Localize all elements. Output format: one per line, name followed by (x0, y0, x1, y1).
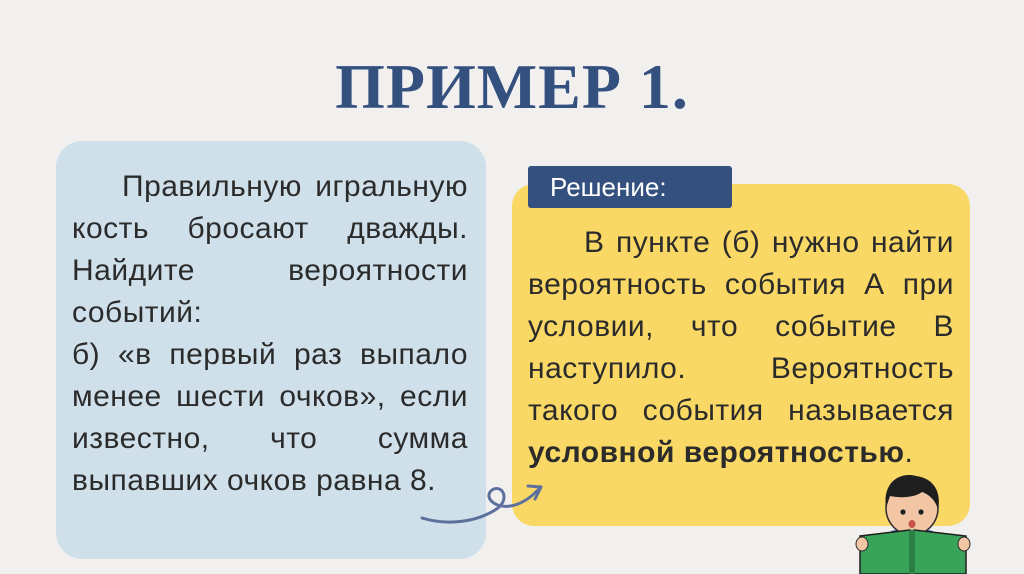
solution-text-main: В пункте (б) нужно найти вероятность события А при условии, что событие В наступило. Вероятность такого события называется (528, 226, 954, 427)
solution-term: условной вероятностью (528, 436, 905, 469)
curly-arrow-icon (418, 472, 548, 532)
reading-student-illustration (852, 470, 972, 574)
solution-text (528, 222, 954, 474)
problem-text (72, 166, 468, 502)
solution-text-end: . (904, 436, 914, 469)
problem-paragraph-1: Правильную игральную кость бросают дважды. Найдите вероятности событий: (72, 170, 468, 329)
solution-badge: Решение: (528, 166, 732, 208)
page-title: ПРИМЕР 1. (335, 51, 689, 122)
problem-paragraph-2: б) «в первый раз выпало менее шести очков», если известно, что сумма выпавших очков равна 8. (72, 338, 468, 497)
